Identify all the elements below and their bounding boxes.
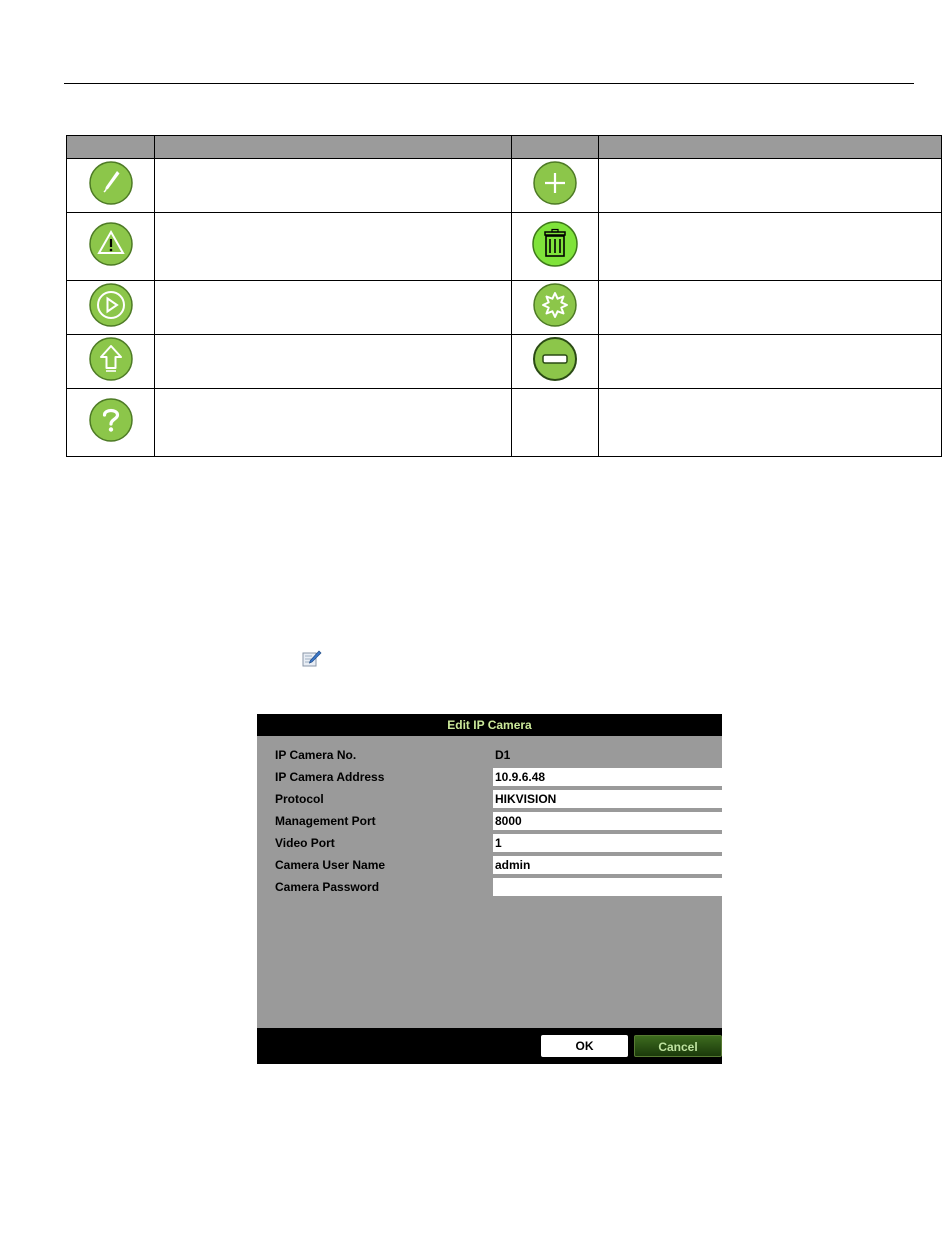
field-label: Management Port: [275, 814, 376, 828]
field-label: Protocol: [275, 792, 324, 806]
upload-icon: [87, 335, 135, 383]
field-label: Camera Password: [275, 880, 380, 894]
desc-cell: [155, 389, 512, 457]
ok-button[interactable]: OK: [541, 1035, 628, 1057]
edit-icon: [302, 650, 322, 668]
field-row-video-port: [257, 833, 722, 853]
header-cell: [67, 136, 155, 159]
user-name-input[interactable]: admin: [493, 856, 722, 874]
management-port-input[interactable]: 8000: [493, 812, 722, 830]
cancel-button[interactable]: Cancel: [634, 1035, 722, 1057]
protocol-select[interactable]: HIKVISION: [493, 790, 722, 808]
field-label: Camera User Name: [275, 858, 386, 872]
table-row: [67, 281, 942, 335]
minus-icon: [531, 335, 579, 383]
table-row: [67, 159, 942, 213]
field-row-camera-no: [257, 745, 722, 765]
field-label: IP Camera Address: [275, 770, 385, 784]
field-row-user-name: [257, 855, 722, 875]
field-row-password: [257, 877, 722, 897]
pencil-icon: [87, 159, 135, 207]
gear-icon: [531, 281, 579, 329]
field-row-management-port: [257, 811, 722, 831]
help-icon: [87, 396, 135, 444]
dialog-title: Edit IP Camera: [257, 714, 722, 736]
header-cell: [599, 136, 942, 159]
field-row-protocol: [257, 789, 722, 809]
desc-cell: [599, 335, 942, 389]
dialog-footer: [257, 1028, 722, 1064]
edit-ip-camera-dialog: [257, 714, 722, 1064]
field-label: IP Camera No.: [275, 748, 357, 762]
table-row: [67, 389, 942, 457]
field-row-camera-address: [257, 767, 722, 787]
header-cell: [512, 136, 599, 159]
header-cell: [155, 136, 512, 159]
desc-cell: [599, 389, 942, 457]
field-label: Video Port: [275, 836, 335, 850]
plus-icon: [531, 159, 579, 207]
play-icon: [87, 281, 135, 329]
desc-cell: [155, 159, 512, 213]
desc-cell: [599, 159, 942, 213]
warning-icon: [87, 220, 135, 268]
icon-description-table: [66, 135, 942, 457]
table-row: [67, 213, 942, 281]
trash-icon: [531, 220, 579, 268]
password-input[interactable]: [493, 878, 722, 896]
empty-icon-cell: [512, 389, 599, 457]
header-rule: [64, 83, 914, 84]
camera-address-input[interactable]: 10.9.6.48: [493, 768, 722, 786]
desc-cell: [155, 213, 512, 281]
desc-cell: [599, 213, 942, 281]
camera-no-value: D1: [495, 748, 511, 762]
desc-cell: [155, 335, 512, 389]
desc-cell: [155, 281, 512, 335]
desc-cell: [599, 281, 942, 335]
table-row: [67, 335, 942, 389]
table-header-row: [67, 136, 942, 159]
video-port-input[interactable]: 1: [493, 834, 722, 852]
